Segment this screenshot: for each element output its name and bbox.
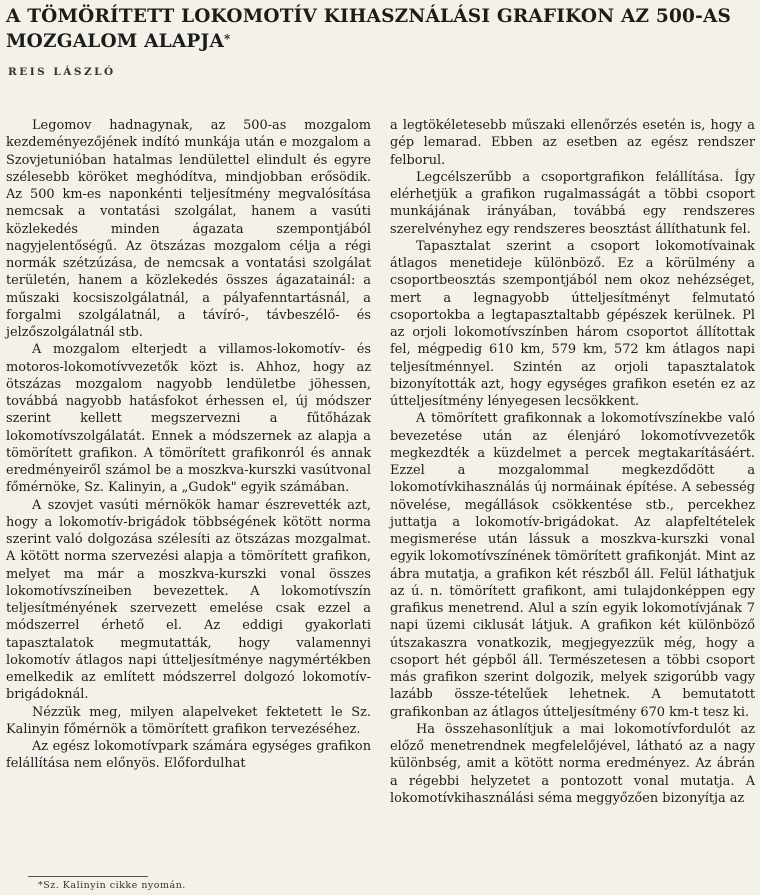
footnote-divider [28, 876, 148, 877]
paragraph: Legcélszerűbb a csoportgrafikon felállítása. Így elérhetjük a grafikon rugalmasságát a többi csoport munkájának irányában, továbbá egy rendszeres szerelvényhez egy rendszeres beosztást állíthatunk fel. [390, 169, 755, 237]
right-column [390, 117, 755, 807]
paragraph: Nézzük meg, milyen alapelveket fektetett le Sz. Kalinyin főmérnök a tömörített grafikon tervezéséhez. [6, 704, 371, 737]
paragraph: A mozgalom elterjedt a villamos-lokomotív- és motoros-lokomotívvezetők közt is. Ahhoz, hogy az ötszázas mozgalom nagyobb lendületbe jöhessen, továbbá nagyobb hatásfokot érhessen el, új módszer szerint kellett megszervezni a fűtőházak lokomotívszolgálatát. Ennek a módszernek az alapja a tömörített grafikon. A tömörített grafikonról és annak eredményeiről számol be a moszkva-kurszki vasútvonal főmérnöke, Sz. Kalinyin, a „Gudok" egyik számában. [6, 342, 371, 496]
paragraph: Ha összehasonlítjuk a mai lokomotívfordulót az előző menetrendnek megfelelőjével, látható az a nagy különbség, amit a kötött norma eredményez. Az ábrán a régebbi helyzetet a pontozott vonal mutatja. A lokomotívkihasználási séma meggyőzően bizonyítja az [390, 721, 755, 806]
paragraph: Legomov hadnagynak, az 500-as mozgalom kezdeményezőjének indító munkája után e mozgalom a Szovjetunióban hatalmas lendülettel elindult és egyre szélesebb köröket meghódítva, mindjobban erősödik. Az 500 km-es naponkénti teljesítmény megvalósítása nemcsak a vontatási szolgálat, hanem a vasúti közlekedés minden ágazata szempontjából nagyjelentőségű. Az ötszázas mozgalom célja a régi normák szétzúzása, de nemcsak a vontatási szolgálat területén, hanem a közlekedés összes ágazatainál: a műszaki kocsiszolgálatnál, a pályafenntartásnál, a forgalmi szolgálatnál, a távíró-, távbeszélő- és jelzőszolgálatnál stb. [6, 118, 371, 340]
article-title-text: A TÖMÖRÍTETT LOKOMOTÍV KIHASZNÁLÁSI GRAFIKON AZ 500-AS MOZGALOM ALAPJA [6, 6, 732, 52]
footnote: *Sz. Kalinyin cikke nyomán. [38, 880, 186, 891]
paragraph: A tömörített grafikonnak a lokomotívszínekbe való bevezetése után az élenjáró lokomotívvezetők megkezdték a küzdelmet a percek megtakarításáért. Ezzel a mozgalommal megkezdődött a lokomotívkihasználás új normáinak építése. A sebesség növelése, megállások csökkentése stb., percekhez juttatja a lokomotív-brigádokat. Az alapfeltételek megismerése után lássuk a moszkva-kurszki vonal egyik lokomotívszínének tömörített grafikonját. Mint az ábra mutatja, a grafikon két részből áll. Felül láthatjuk az ú. n. tömörített grafikont, ami tulajdonképpen egy grafikus menetrend. Alul a szín egyik lokomotívjának 7 napi üzemi ciklusát látjuk. A grafikon két különböző útszakaszra vonatkozik, megjegyezzük még, hogy a csoport hét gépből áll. Természetesen a többi csoport más grafikon szerint dolgozik, melyek szigorúbb vagy lazább össze-tételűek lehetnek. A bemutatott grafikonban az átlagos útteljesítmény 670 km-t tesz ki. [390, 411, 755, 720]
title-footnote-mark: * [224, 32, 231, 46]
paragraph: Tapasztalat szerint a csoport lokomotívainak átlagos menetideje különböző. Ez a körülmény a csoportbeosztás szempontjából nem okoz nehézséget, mert a legnagyobb útteljesítményt felmutató csoportokba a legtapasztaltabb gépészek kerülnek. Pl az orjoli lokomotívszínben három csoportot állítottak fel, mégpedig 610 km, 579 km, 572 km átlagos napi teljesítménnyel. Szintén az orjoli tapasztalatok bizonyították azt, hogy egységes grafikon esetén ez az útteljesítmény lényegesen lecsökkent. [390, 238, 755, 409]
paragraph-continued: a legtökéletesebb műszaki ellenőrzés esetén is, hogy a gép lemarad. Ebben az esetben az egész rendszer felborul. [390, 118, 755, 168]
left-column [6, 117, 371, 773]
paragraph: Az egész lokomotívpark számára egységes grafikon felállítása nem előnyös. Előfordulhat [6, 739, 371, 772]
article-title [6, 4, 754, 54]
paragraph: A szovjet vasúti mérnökök hamar észrevették azt, hogy a lokomotív-brigádok többségének kötött norma szerint való dolgozása szélesíti az ötszázas mozgalmat. A kötött norma szervezési alapja a tömörített grafikon, melyet ma már a moszkva-kurszki vonal összes lokomotívszíneiben bevezettek. A lokomotívszín teljesítményének szervezett emelése csak ezzel a módszerrel érhető el. Az eddigi gyakorlati tapasztalatok megmutatták, hogy valamennyi lokomotív átlagos napi útteljesítménye nagymértékben emelkedik az említett módszerrel dolgozó lokomotív-brigádoknál. [6, 497, 371, 703]
article-author: REIS LÁSZLÓ [8, 66, 116, 78]
